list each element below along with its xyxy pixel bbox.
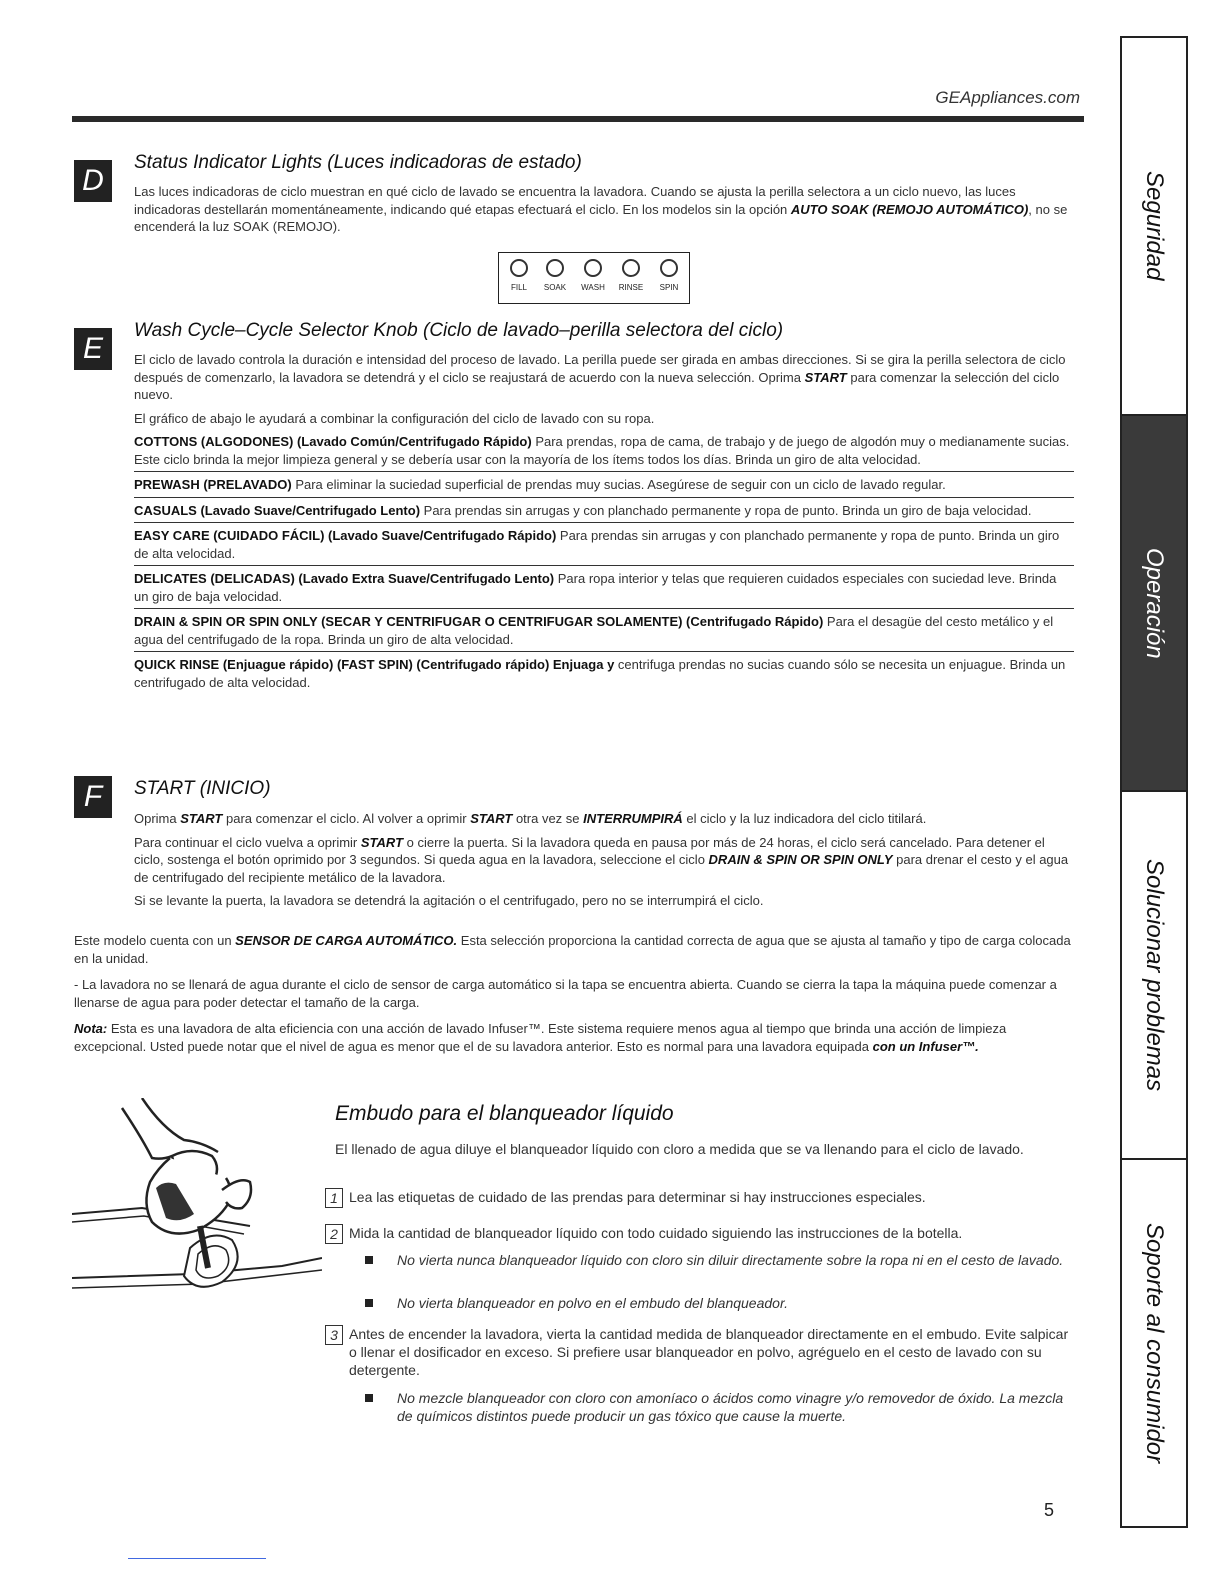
tab-seguridad[interactable]: Seguridad <box>1122 38 1186 416</box>
tab-operacion[interactable]: Operación <box>1122 416 1186 792</box>
site-url: GEAppliances.com <box>935 88 1080 107</box>
bottom-rule <box>128 1558 266 1559</box>
page-number: 5 <box>1044 1500 1055 1520</box>
light-rinse: RINSE <box>613 259 649 292</box>
bleach-bullet-2: No vierta blanqueador en polvo en el embudo del blanqueador. <box>365 1294 1075 1312</box>
bleach-step-2: 2 Mida la cantidad de blanqueador líquido con todo cuidado siguiendo las instrucciones de la botella. <box>325 1224 1075 1244</box>
section-d-text: Las luces indicadoras de ciclo muestran en qué ciclo de lavado se encuentra la lavadora. Cuando se ajusta la perilla selectora a un ciclo nuevo, las luces indicadoras destellarán momentáneamente, indicando qué etapas efectuará el ciclo. En los modelos sin la opción AUTO SOAK (REMOJO AUTOMÁTICO), no se encenderá la luz SOAK (REMOJO). <box>134 184 1068 234</box>
cycle-cottons: COTTONS (ALGODONES) (Lavado Común/Centrifugado Rápido) Para prendas, ropa de cama, de trabajo y de juego de algodón muy o medianamente sucias. Este ciclo brinda la mejor limpieza general y se debería usar con la mayoría de los ítems todos los días. Brinda un giro de alta velocidad. <box>134 433 1074 472</box>
bleach-intro: El llenado de agua diluye el blanqueador líquido con cloro a medida que se va llenando para el ciclo de lavado. <box>335 1141 1024 1157</box>
section-f-text: Oprima START para comenzar el ciclo. Al volver a oprimir START otra vez se INTERRUMPIRÁ el ciclo y la luz indicadora del ciclo titilará. Para continuar el ciclo vuelva a oprimir START o cierre la puerta. Si la lavadora queda en pausa por más de 24 horas, el ciclo será cancelado. Para detener el ciclo, sostenga el botón oprimido por 3 segundos. Si queda agua en la lavadora, seleccione el ciclo DRAIN & SPIN OR SPIN ONLY para drenar el cesto y el agua de centrifugado del recipiente metálico de la lavadora. Si se levante la puerta, la lavadora se detendrá la agitación o el centrifugado, pero no se interrumpirá el ciclo. <box>134 811 1069 908</box>
section-e-badge: E <box>74 328 112 370</box>
cycle-prewash: PREWASH (PRELAVADO) Para eliminar la suciedad superficial de prendas muy sucias. Asegúrese de seguir con un ciclo de lavado regular. <box>134 476 1074 498</box>
tab-soporte-consumidor[interactable]: Soporte al consumidor <box>1141 1222 1168 1464</box>
header-rule <box>72 116 1084 122</box>
cycle-quick-rinse: QUICK RINSE (Enjuague rápido) (FAST SPIN) (Centrifugado rápido) Enjuaga y centrifuga prendas no sucias cuando sólo se necesita un enjuague. Brinda un centrifugado de alta velocidad. <box>134 657 1066 690</box>
section-e-text: El ciclo de lavado controla la duración e intensidad del proceso de lavado. La perilla puede ser girada en ambas direcciones. Si se gira la perilla selectora de ciclo después de comenzarlo, la lavadora se detendrá y el ciclo se reajustará de acuerdo con la nueva selección. Oprima START para comenzar la selección del ciclo nuevo. El gráfico de abajo le ayudará a combinar la configuración del ciclo de lavado con su ropa. COTTONS (ALGODONES) (Lavado Común/Centrifugado Rápido) Para prendas, ropa de cama, de trabajo y de juego de algodón muy o medianamente sucias. Este ciclo brinda la mejor limpieza general y se debería usar con la mayoría de los ítems todos los días. Brinda un giro de alta velocidad. PREWASH (PRELAVADO) Para eliminar la suciedad superficial de prendas muy sucias. Asegúrese de seguir con un ciclo de lavado regular. CASUALS (Lavado Suave/Centrifugado Lento) Para prendas sin arrugas y con planchado permanente y ropa de punto. Brinda un giro de baja velocidad. EASY CARE (CUIDADO FÁCIL) (Lavado Suave/Centrifugado Rápido) Para prendas sin arrugas y con planchado permanente y ropa de punto. Brinda un giro de alta velocidad. DELICATES (DELICADAS) (Lavado Extra Suave/Centrifugado Lento) Para ropa interior y telas que requieren cuidados especiales con suciedad leve. Brinda un giro de baja velocidad. DRAIN & SPIN OR SPIN ONLY (SECAR Y CENTRIFUGAR O CENTRIFUGAR SOLAMENTE) (Centrifugado Rápido) Para el desagüe del cesto metálico y el agua del centrifugado de la ropa. Brinda un giro de alta velocidad. QUICK RINSE (Enjuague rápido) (FAST SPIN) (Centrifugado rápido) Enjuaga y centrifuga prendas no sucias cuando sólo se necesita un enjuague. Brinda un centrifugado de alta velocidad. <box>134 351 1074 691</box>
section-e-title: Wash Cycle–Cycle Selector Knob (Ciclo de lavado–perilla selectora del ciclo) <box>134 320 784 341</box>
light-wash: WASH <box>575 259 611 292</box>
general-notes: Este modelo cuenta con un SENSOR DE CARGA AUTOMÁTICO. Esta selección proporciona la cantidad correcta de agua que se ajusta al tamaño y tipo de carga colocada en la unidad. - La lavadora no se llenará de agua durante el ciclo de sensor de carga automático si la tapa se encuentra abierta. Cuando se cierra la tapa la máquina puede comenzar a llenarse de agua para poder detectar el tamaño de la carga. Nota: Esta es una lavadora de alta eficiencia con una acción de lavado Infuser™. Este sistema requiere menos agua al tiempo que brinda una acción de limpieza excepcional. Usted puede notar que el nivel de agua es menor que el de su lavadora anterior. Esto es normal para una lavadora equipada con un Infuser™. <box>74 933 1071 1054</box>
bleach-pouring-illustration <box>72 1098 322 1298</box>
section-d-badge: D <box>74 160 112 202</box>
status-indicator-lights <box>498 252 690 304</box>
bleach-step-1: 1 Lea las etiquetas de cuidado de las prendas para determinar si hay instrucciones especiales. <box>325 1188 1075 1208</box>
side-tab-bar <box>1120 36 1188 1528</box>
cycle-casuals: CASUALS (Lavado Suave/Centrifugado Lento) Para prendas sin arrugas y con planchado permanente y ropa de punto. Brinda un giro de baja velocidad. <box>134 502 1074 524</box>
section-f-title: START (INICIO) <box>134 778 271 799</box>
light-soak: SOAK <box>537 259 573 292</box>
cycle-delicates: DELICATES (DELICADAS) (Lavado Extra Suave/Centrifugado Lento) Para ropa interior y telas que requieren cuidados especiales con suciedad leve. Brinda un giro de baja velocidad. <box>134 570 1074 609</box>
bleach-bullet-1: No vierta nunca blanqueador líquido con cloro sin diluir directamente sobre la ropa ni en el cesto de lavado. <box>365 1251 1075 1269</box>
bleach-bullet-3: No mezcle blanqueador con cloro con amoníaco o ácidos como vinagre y/o removedor de óxido. La mezcla de químicos distintos puede producir un gas tóxico que cause la muerte. <box>365 1389 1075 1425</box>
cycle-easy-care: EASY CARE (CUIDADO FÁCIL) (Lavado Suave/Centrifugado Rápido) Para prendas sin arrugas y con planchado permanente y ropa de punto. Brinda un giro de alta velocidad. <box>134 527 1074 566</box>
tab-solucionar-problemas[interactable]: Solucionar problemas <box>1122 792 1186 1160</box>
cycle-drain-spin: DRAIN & SPIN OR SPIN ONLY (SECAR Y CENTRIFUGAR O CENTRIFUGAR SOLAMENTE) (Centrifugado Rápido) Para el desagüe del cesto metálico y el agua del centrifugado de la ropa. Brinda un giro de alta velocidad. <box>134 613 1074 652</box>
section-f-badge: F <box>74 776 112 818</box>
light-fill: FILL <box>501 259 537 292</box>
section-d-title: Status Indicator Lights (Luces indicadoras de estado) <box>134 152 582 173</box>
bleach-step-3: 3 Antes de encender la lavadora, vierta la cantidad medida de blanqueador directamente en el embudo. Evite salpicar o llenar el dosificador en exceso. Si prefiere usar blanqueador en polvo, agréguelo en el cesto de lavado con su detergente. <box>325 1325 1075 1379</box>
bleach-title: Embudo para el blanqueador líquido <box>335 1102 674 1125</box>
light-spin: SPIN <box>651 259 687 292</box>
